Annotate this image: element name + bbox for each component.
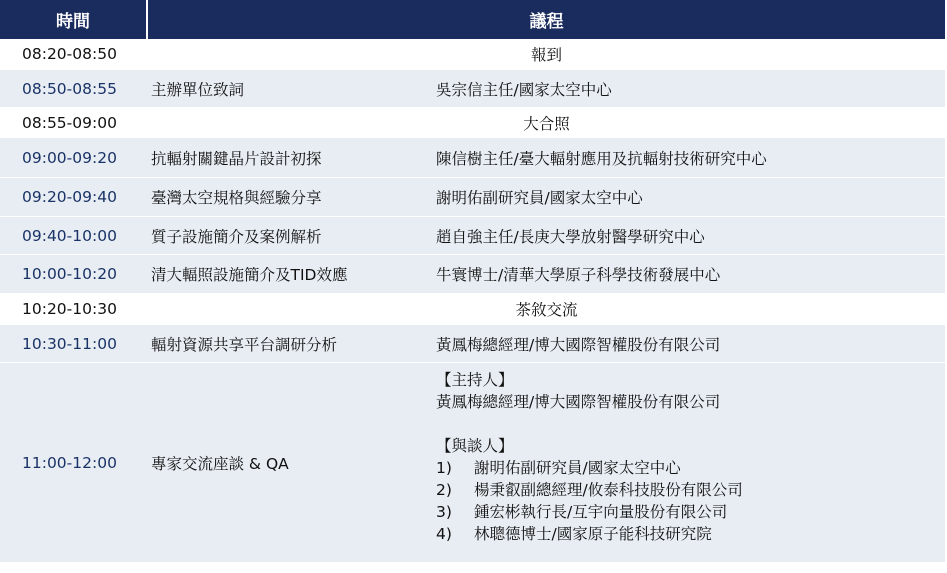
panelist-number: 2) <box>436 481 452 499</box>
table-row <box>0 255 945 294</box>
row-time: 11:00-12:00 <box>22 453 117 472</box>
row-speaker: 趙自強主任/長庚大學放射醫學研究中心 <box>436 227 705 246</box>
row-time: 10:00-10:20 <box>22 265 117 283</box>
host-name: 黃鳳梅總經理/博大國際智權股份有限公司 <box>436 393 721 411</box>
table-body <box>0 39 945 563</box>
table-row <box>0 217 945 255</box>
panelist-number: 4) <box>436 525 452 543</box>
panelist-item <box>436 501 945 523</box>
row-time: 08:50-08:55 <box>22 79 117 98</box>
row-time: 08:20-08:50 <box>22 45 117 63</box>
row-speaker: 陳信樹主任/臺大輻射應用及抗輻射技術研究中心 <box>436 149 767 168</box>
table-row <box>0 138 945 178</box>
table-row <box>0 108 945 138</box>
row-topic: 臺灣太空規格與經驗分享 <box>151 189 322 207</box>
row-topic: 抗輻射關鍵晶片設計初探 <box>151 149 322 168</box>
table-row <box>0 325 945 363</box>
panelist-name: 謝明佑副研究員/國家太空中心 <box>474 459 681 477</box>
row-time: 10:20-10:30 <box>22 300 117 318</box>
row-speaker: 吳宗信主任/國家太空中心 <box>436 80 612 99</box>
panelist-name: 楊秉叡副總經理/攸泰科技股份有限公司 <box>474 481 743 499</box>
panelist-number: 1) <box>436 459 452 477</box>
row-time: 08:55-09:00 <box>22 113 117 132</box>
panelist-item <box>436 523 945 545</box>
row-time: 09:40-10:00 <box>22 226 117 245</box>
row-center-text: 報到 <box>530 46 562 64</box>
row-speaker: 謝明佑副研究員/國家太空中心 <box>436 189 643 207</box>
panelists-label: 【與談人】 <box>436 437 514 455</box>
panelist-name: 林聰德博士/國家原子能科技研究院 <box>474 525 712 543</box>
row-topic: 主辦單位致詞 <box>151 80 245 99</box>
row-time: 09:20-09:40 <box>22 188 117 206</box>
header-time: 時間 <box>0 0 148 39</box>
panelist-name: 鍾宏彬執行長/互宇向量股份有限公司 <box>474 503 728 521</box>
header-agenda: 議程 <box>529 12 564 32</box>
table-row <box>0 39 945 70</box>
row-speaker: 黃鳳梅總經理/博大國際智權股份有限公司 <box>436 335 721 354</box>
host-label: 【主持人】 <box>436 371 514 389</box>
table-row <box>0 294 945 325</box>
row-center-text: 茶敘交流 <box>515 301 578 319</box>
row-topic: 專家交流座談 & QA <box>151 454 289 473</box>
spacer <box>436 413 945 435</box>
row-speaker: 牛寰博士/清華大學原子科學技術發展中心 <box>436 266 721 284</box>
table-row <box>0 70 945 108</box>
row-topic: 質子設施簡介及案例解析 <box>151 227 322 246</box>
panelist-number: 3) <box>436 503 452 521</box>
table-header <box>0 0 945 39</box>
panel-row <box>0 363 945 563</box>
row-topic: 清大輻照設施簡介及TID效應 <box>151 266 348 284</box>
panel-participants <box>436 369 945 545</box>
table-row <box>0 178 945 217</box>
panelist-item <box>436 479 945 501</box>
row-topic: 輻射資源共享平台調研分析 <box>151 335 338 354</box>
panelist-item <box>436 457 945 479</box>
row-center-text: 大合照 <box>523 114 570 133</box>
row-time: 10:30-11:00 <box>22 334 117 353</box>
row-time: 09:00-09:20 <box>22 148 117 167</box>
